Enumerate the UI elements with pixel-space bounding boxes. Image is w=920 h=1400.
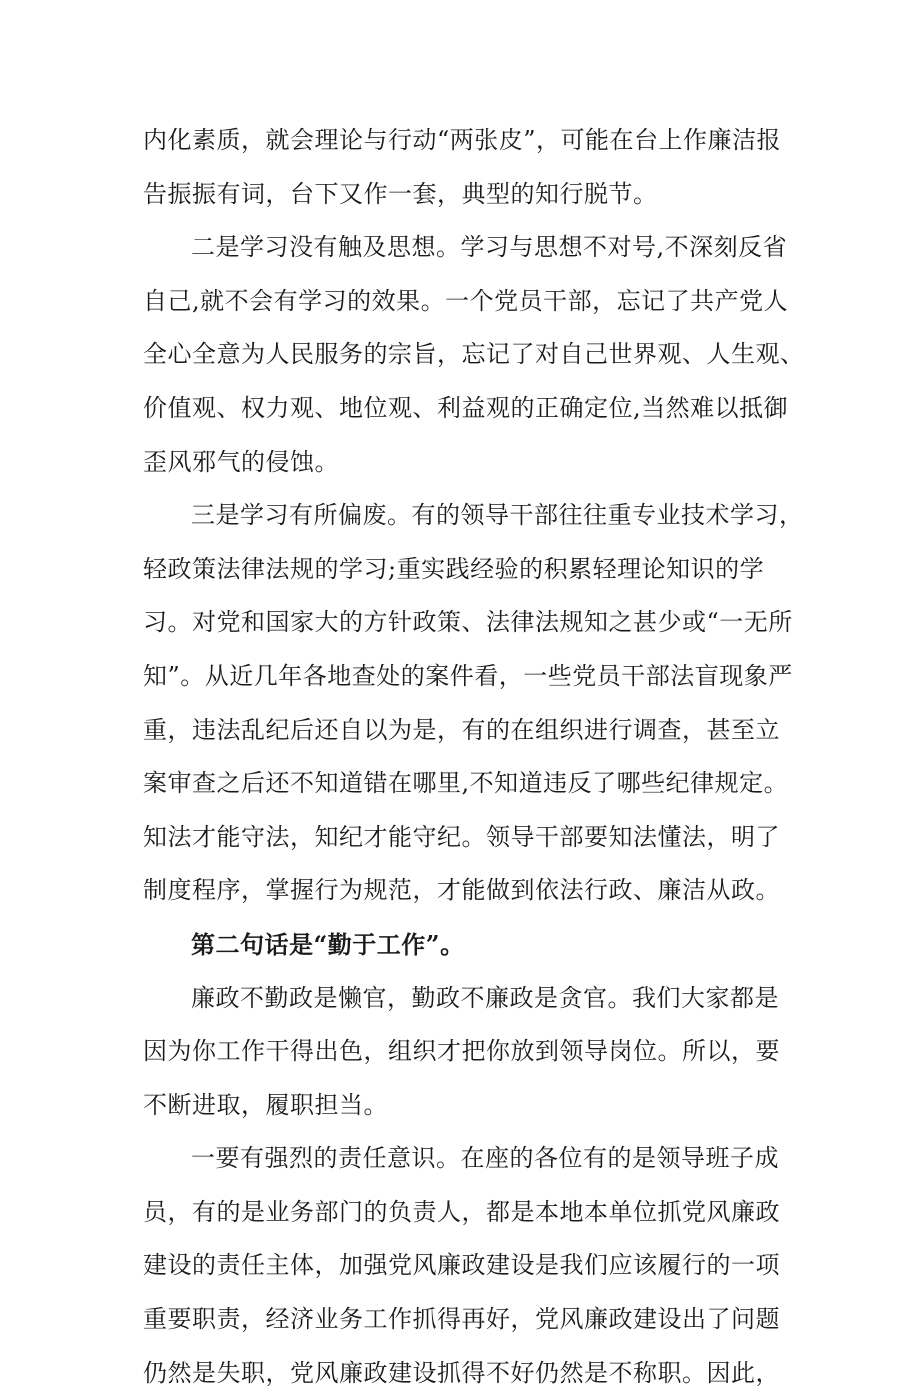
paragraph-start-line: 廉政不勤政是懒官，勤政不廉政是贪官。我们大家都是 xyxy=(191,983,779,1012)
text-line: 因为你工作干得出色，组织才把你放到领导岗位。所以，要 xyxy=(143,1037,780,1066)
paragraph-start-line: 三是学习有所偏废。有的领导干部往往重专业技术学习， xyxy=(191,501,804,530)
text-line: 告振振有词，台下又作一套，典型的知行脱节。 xyxy=(143,179,658,208)
text-line: 歪风邪气的侵蚀。 xyxy=(143,447,339,476)
text-line: 知法才能守法，知纪才能守纪。领导干部要知法懂法，明了 xyxy=(143,822,780,851)
text-line: 建设的责任主体，加强党风廉政建设是我们应该履行的一项 xyxy=(143,1251,780,1280)
paragraph-start-line: 二是学习没有触及思想。学习与思想不对号,不深刻反省 xyxy=(191,233,788,262)
text-line: 知”。从近几年各地查处的案件看，一些党员干部法盲现象严 xyxy=(143,661,793,690)
text-line: 制度程序，掌握行为规范，才能做到依法行政、廉洁从政。 xyxy=(143,876,780,905)
text-line: 习。对党和国家大的方针政策、法律法规知之甚少或“一无所 xyxy=(143,608,793,637)
text-line: 价值观、权力观、地位观、利益观的正确定位,当然难以抵御 xyxy=(143,393,789,422)
text-line: 全心全意为人民服务的宗旨，忘记了对自己世界观、人生观、 xyxy=(143,340,805,369)
text-line: 重要职责，经济业务工作抓得再好，党风廉政建设出了问题 xyxy=(143,1305,780,1334)
text-line: 案审查之后还不知道错在哪里,不知道违反了哪些纪律规定。 xyxy=(143,769,789,798)
text-line: 重，违法乱纪后还自以为是，有的在组织进行调查，甚至立 xyxy=(143,715,780,744)
text-line: 仍然是失职，党风廉政建设抓得不好仍然是不称职。因此， xyxy=(143,1358,780,1387)
document-body xyxy=(143,114,805,1400)
text-line: 内化素质，就会理论与行动“两张皮”，可能在台上作廉洁报 xyxy=(143,126,782,154)
text-line: 不断进取，履职担当。 xyxy=(143,1090,388,1119)
section-heading: 第二句话是“勤于工作”。 xyxy=(191,929,465,959)
text-line: 轻政策法律法规的学习;重实践经验的积累轻理论知识的学 xyxy=(143,554,765,583)
paragraph-start-line: 一要有强烈的责任意识。在座的各位有的是领导班子成 xyxy=(191,1144,779,1173)
text-line: 员，有的是业务部门的负责人，都是本地本单位抓党风廉政 xyxy=(143,1197,780,1226)
text-line: 自己,就不会有学习的效果。一个党员干部，忘记了共产党人 xyxy=(143,286,789,315)
